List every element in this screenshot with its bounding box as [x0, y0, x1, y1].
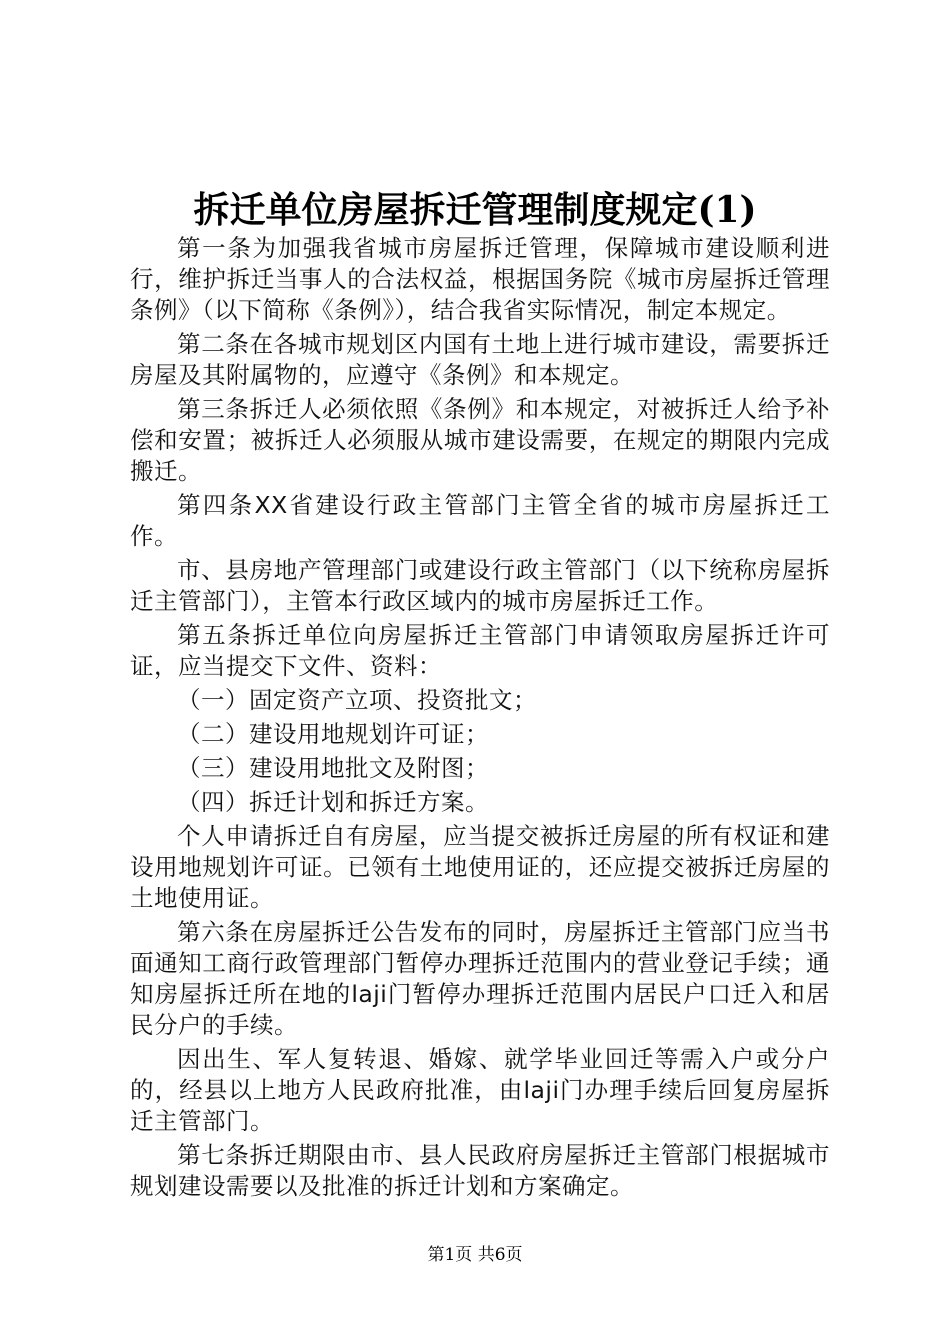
page-number-footer: 第1页 共6页	[427, 1245, 523, 1265]
paragraph-article-7: 第七条拆迁期限由市、县人民政府房屋拆迁主管部门根据城市规划建设需要以及批准的拆迁计划和方案确定。	[130, 1141, 830, 1200]
list-item: （四）拆迁计划和拆迁方案。	[177, 788, 489, 816]
paragraph-article-6: 第六条在房屋拆迁公告发布的同时，房屋拆迁主管部门应当书面通知工商行政管理部门暂停办理拆迁范围内的营业登记手续；通知房屋拆迁所在地的laji门暂停办理拆迁范围内居民户口迁入和居民分户的手续。	[130, 918, 830, 1039]
paragraph-article-1: 第一条为加强我省城市房屋拆迁管理，保障城市建设顺利进行，维护拆迁当事人的合法权益，根据国务院《城市房屋拆迁管理条例》（以下简称《条例》），结合我省实际情况，制定本规定。	[130, 234, 830, 324]
paragraph-article-5: 第五条拆迁单位向房屋拆迁主管部门申请领取房屋拆迁许可证，应当提交下文件、资料：	[130, 621, 830, 680]
paragraph-article-2: 第二条在各城市规划区内国有土地上进行城市建设，需要拆迁房屋及其附属物的，应遵守《条例》和本规定。	[130, 330, 830, 389]
paragraph-article-6-clause: 因出生、军人复转退、婚嫁、就学毕业回迁等需入户或分户的，经县以上地方人民政府批准，由laji门办理手续后回复房屋拆迁主管部门。	[130, 1045, 830, 1135]
document-body	[130, 233, 830, 1205]
paragraph-article-3: 第三条拆迁人必须依照《条例》和本规定，对被拆迁人给予补偿和安置；被拆迁人必须服从城市建设需要，在规定的期限内完成搬迁。	[130, 395, 830, 485]
list-item: （二）建设用地规划许可证；	[177, 720, 489, 748]
list-item: （三）建设用地批文及附图；	[177, 754, 489, 782]
document-title: 拆迁单位房屋拆迁管理制度规定(1)	[193, 189, 757, 231]
list-item: （一）固定资产立项、投资批文；	[177, 686, 537, 714]
paragraph-article-5-clause: 个人申请拆迁自有房屋，应当提交被拆迁房屋的所有权证和建设用地规划许可证。已领有土地使用证的，还应提交被拆迁房屋的土地使用证。	[130, 822, 830, 912]
paragraph-article-4-clause: 市、县房地产管理部门或建设行政主管部门（以下统称房屋拆迁主管部门），主管本行政区域内的城市房屋拆迁工作。	[130, 556, 830, 615]
paragraph-article-4: 第四条XX省建设行政主管部门主管全省的城市房屋拆迁工作。	[130, 491, 830, 550]
